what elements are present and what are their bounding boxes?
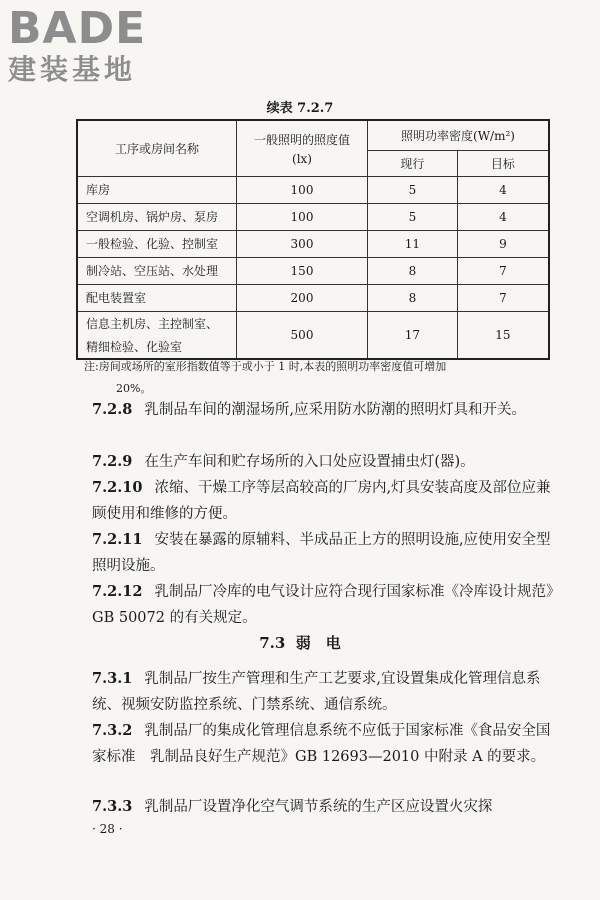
table-row [77, 311, 549, 359]
section-number: 7.3 [259, 634, 286, 652]
clause-number: 7.2.8 [92, 401, 133, 418]
cell-lux: 150 [237, 257, 368, 284]
table-row [77, 284, 549, 311]
clause-7-2-10 [92, 475, 557, 527]
clause-number: 7.2.9 [92, 453, 133, 470]
cell-room-name [77, 311, 237, 359]
cell-lux: 100 [237, 203, 368, 230]
lighting-table [76, 119, 550, 360]
cell-room-name: 制冷站、空压站、水处理 [77, 257, 237, 284]
clause-7-3-2 [92, 718, 557, 770]
page-number: · 28 · [92, 822, 123, 836]
clause-text: 乳制品车间的潮湿场所,应采用防水防潮的照明灯具和开关。 [144, 402, 526, 418]
clause-text: 乳制品厂冷库的电气设计应符合现行国家标准《冷库设计规范》GB 50072 的有关规定。 [92, 584, 554, 626]
table-note [84, 356, 554, 400]
cell-room-name: 配电装置室 [77, 284, 237, 311]
cell-lux: 200 [237, 284, 368, 311]
cell-target: 7 [457, 257, 549, 284]
clause-7-2-8 [92, 397, 557, 423]
header-current: 现行 [368, 150, 458, 176]
cell-lux: 100 [237, 176, 368, 203]
header-illuminance [237, 120, 368, 176]
header-lpd: 照明功率密度(W/m²) [368, 120, 550, 150]
clause-number: 7.2.11 [92, 531, 143, 548]
cell-lux: 500 [237, 311, 368, 359]
clause-7-3-1 [92, 666, 557, 718]
cell-target: 4 [457, 203, 549, 230]
cell-target: 9 [457, 230, 549, 257]
clause-number: 7.3.1 [92, 670, 133, 687]
clause-text: 乳制品厂按生产管理和生产工艺要求,宜设置集成化管理信息系统、视频安防监控系统、门禁系统、通信系统。 [92, 671, 541, 713]
clause-number: 7.3.3 [92, 798, 133, 815]
table-note-line: 20%。 [116, 382, 152, 395]
table-note-line: 注:房间或场所的室形指数值等于或小于 1 时,本表的照明功率密度值可增加 [84, 360, 447, 373]
table-row [77, 257, 549, 284]
clause-number: 7.3.2 [92, 722, 133, 739]
clause-text: 浓缩、干燥工序等层高较高的厂房内,灯具安装高度及部位应兼顾使用和维修的方便。 [92, 480, 551, 522]
cell-target: 15 [457, 311, 549, 359]
cell-current: 8 [368, 257, 458, 284]
clause-7-3-3 [92, 794, 557, 820]
header-target: 目标 [457, 150, 549, 176]
cell-current: 17 [368, 311, 458, 359]
logo-wordmark: BADE [8, 3, 147, 54]
table-title: 续表 7.2.7 [266, 101, 334, 116]
cell-target: 4 [457, 176, 549, 203]
cell-room-name-line: 信息主机房、主控制室、 [86, 316, 219, 331]
cell-current: 11 [368, 230, 458, 257]
section-title: 弱 电 [295, 634, 341, 652]
section-heading [0, 632, 600, 653]
clause-text: 乳制品厂设置净化空气调节系统的生产区应设置火灾探 [144, 799, 493, 815]
cell-room-name: 一般检验、化验、控制室 [77, 230, 237, 257]
cell-room-name: 空调机房、锅炉房、泵房 [77, 203, 237, 230]
logo-chinese-name: 建装基地 [8, 53, 137, 86]
clause-text: 安装在暴露的原辅料、半成品正上方的照明设施,应使用安全型照明设施。 [92, 532, 551, 574]
clause-7-2-11 [92, 527, 557, 579]
cell-current: 5 [368, 176, 458, 203]
clause-number: 7.2.12 [92, 583, 143, 600]
clause-text: 在生产车间和贮存场所的入口处应设置捕虫灯(器)。 [144, 454, 475, 470]
table-row [77, 203, 549, 230]
cell-target: 7 [457, 284, 549, 311]
logo [8, 3, 147, 86]
header-room-name: 工序或房间名称 [77, 120, 237, 176]
cell-current: 5 [368, 203, 458, 230]
header-illuminance-label: 一般照明的照度值 [253, 132, 350, 147]
cell-room-name-line: 精细检验、化验室 [86, 339, 183, 354]
clause-number: 7.2.10 [92, 479, 143, 496]
cell-lux: 300 [237, 230, 368, 257]
clause-text: 乳制品厂的集成化管理信息系统不应低于国家标准《食品安全国家标准 乳制品良好生产规范》GB 12693—2010 中附录 A 的要求。 [92, 723, 551, 765]
header-illuminance-unit: (lx) [292, 151, 312, 166]
cell-room-name: 库房 [77, 176, 237, 203]
table-row [77, 176, 549, 203]
clause-7-2-9 [92, 449, 557, 475]
cell-current: 8 [368, 284, 458, 311]
clause-7-2-12 [92, 579, 557, 631]
table-row [77, 230, 549, 257]
